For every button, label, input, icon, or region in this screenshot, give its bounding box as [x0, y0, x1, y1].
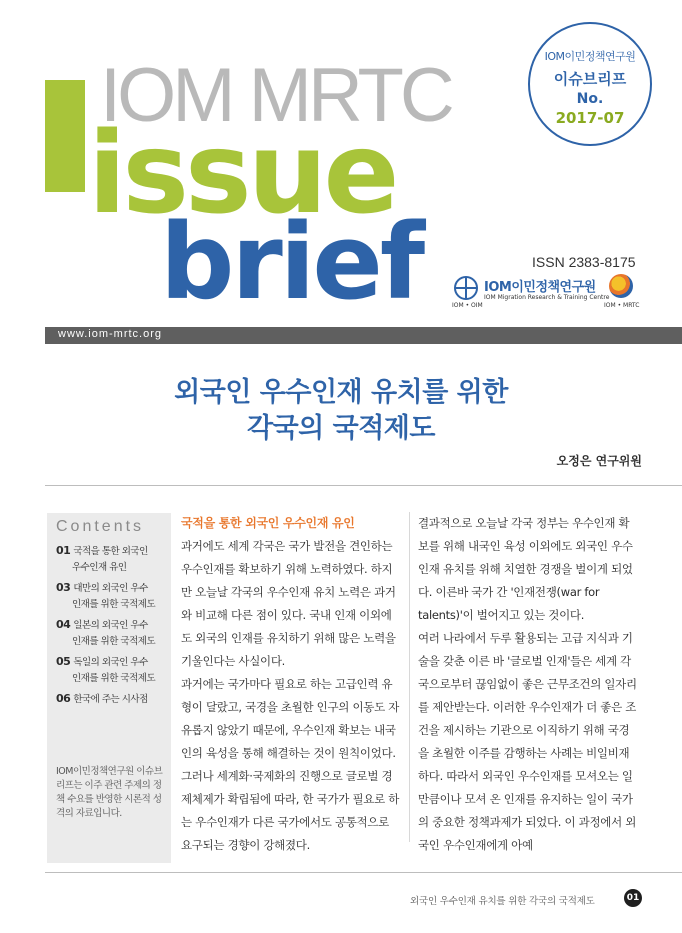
contents-heading: Contents [56, 518, 145, 535]
masthead-issue: issue [88, 109, 396, 239]
divider [45, 485, 682, 486]
toc-label-line2: 인재를 위한 국적제도 [72, 599, 156, 610]
paragraph: 결과적으로 오늘날 각국 정부는 우수인재 확보를 위해 내국인 육성 이외에도 외국인 우수 인재 유치를 위해 치열한 경쟁을 벌이게 되었다. 이른바 국가 간 '인재전쟁(war for talents)'이 벌어지고 있는 것이다. [418, 516, 633, 622]
toc-page-number: 05 [56, 655, 71, 668]
iom-globe-icon [454, 276, 478, 300]
website-link[interactable]: www.iom-mrtc.org [58, 328, 163, 340]
toc-label-line2: 우수인재 유인 [72, 562, 127, 573]
masthead-brief: brief [160, 201, 423, 323]
running-title: 외국인 우수인재 유치를 위한 각국의 국적제도 [410, 896, 595, 907]
logo-right-caption: IOM • MRTC [604, 302, 640, 309]
issue-number-badge [528, 22, 652, 146]
footer-divider [45, 872, 682, 873]
toc-label: 국적을 통한 외국인 [73, 546, 148, 557]
toc-label-line2: 인재를 위한 국적제도 [72, 673, 156, 684]
toc-label: 한국에 주는 시사점 [73, 694, 148, 705]
sidebar-note: IOM이민정책연구원 이슈브리프는 이주 관련 주제의 정책 수요를 반영한 시론적 성격의 자료입니다. [56, 766, 163, 819]
paragraph: 여러 나라에서 두루 활용되는 고급 지식과 기술을 갖춘 이른 바 '글로벌 인재'들은 세계 각국으로부터 끊임없이 좋은 근무조건의 일자리를 제안받는다. 이러한 우수인재가 더 좋은 조건을 제시하는 기관으로 이직하기 위해 국경을 초월한 이주를 감행하는 사례는 비일비재하다. 따라서 외국인 우수인재를 모셔오는 일 만큼이나 모셔 온 인재를 유지하는 일이 국가의 중요한 정책과제가 되었다. 이 과정에서 외국인 우수인재에게 아예 [418, 631, 637, 852]
toc-label: 대만의 외국인 우수 [73, 583, 148, 594]
logo-left-caption: IOM • OIM [452, 302, 483, 309]
badge-series: 이슈브리프 [553, 70, 627, 88]
toc-page-number: 03 [56, 581, 71, 594]
mrtc-logo-icon [609, 274, 633, 298]
toc-label: 독일의 외국인 우수 [73, 657, 148, 668]
toc-item[interactable] [56, 617, 168, 650]
document-title-line1: 외국인 우수인재 유치를 위한 [174, 377, 508, 408]
org-logo-strip [452, 274, 642, 314]
badge-number: 2017-07 [555, 109, 625, 127]
masthead-green-bar [45, 80, 85, 192]
toc-item[interactable] [56, 543, 168, 576]
section-heading: 국적을 통한 외국인 우수인재 유인 [181, 516, 355, 530]
toc-page-number: 06 [56, 692, 71, 705]
toc-item[interactable] [56, 580, 168, 613]
org-subtitle: IOM Migration Research & Training Centre [484, 294, 610, 301]
paragraph: 과거에도 세계 각국은 국가 발전을 견인하는 우수인재를 확보하기 위해 노력하였다. 하지만 오늘날 각국의 우수인재 유치 노력은 과거와 비교해 다른 점이 있다. 국내 인재 이외에도 외국의 인재를 유치하기 위해 많은 노력을 기울인다는 사실이다. [181, 539, 396, 668]
column-divider [409, 512, 410, 842]
page-number: 01 [624, 889, 642, 907]
document-title-line2: 각국의 국적제도 [247, 413, 435, 444]
body-column-1 [181, 512, 400, 857]
paragraph: 과거에는 국가마다 필요로 하는 고급인력 유형이 달랐고, 국경을 초월한 인구의 이동도 자유롭지 않았기 때문에, 우수인재 확보는 내국인의 육성을 통해 해결하는 것이 원칙이었다. 그러나 세계화·국제화의 진행으로 글로벌 경제체제가 확립됨에 따라, 한 국가가 필요로 하는 우수인재가 다른 국가에서도 공통적으로 요구되는 경향이 강해졌다. [181, 677, 400, 852]
issn: ISSN 2383-8175 [532, 254, 636, 270]
toc-item[interactable] [56, 654, 168, 687]
toc-item[interactable] [56, 691, 168, 708]
toc-page-number: 01 [56, 544, 71, 557]
badge-org: IOM이민정책연구원 [544, 50, 636, 63]
toc-label: 일본의 외국인 우수 [73, 620, 148, 631]
toc-label-line2: 인재를 위한 국적제도 [72, 636, 156, 647]
body-column-2 [418, 512, 640, 857]
toc-page-number: 04 [56, 618, 71, 631]
author: 오정은 연구위원 [556, 454, 642, 468]
badge-no-label: No. [576, 91, 604, 107]
masthead-iom-mrtc: IOM MRTC [100, 53, 451, 138]
org-name: IOM이민정책연구원 [484, 280, 596, 295]
